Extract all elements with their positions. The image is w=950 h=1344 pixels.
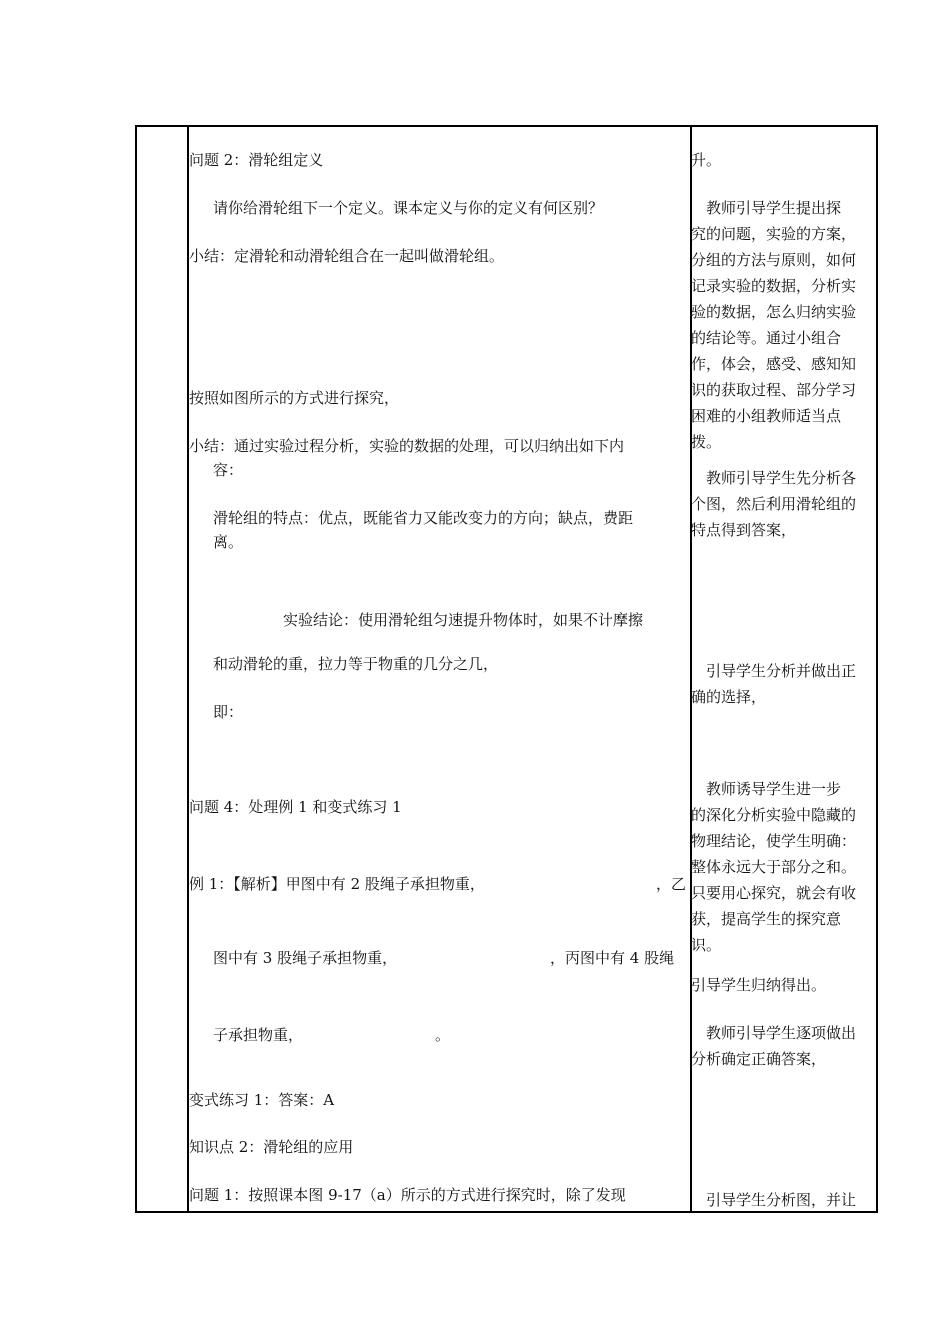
example1-line3: 子承担物重， xyxy=(213,1026,304,1044)
example1-line3-end: 。 xyxy=(435,1026,451,1044)
example1-line1-end: ，乙 xyxy=(656,875,687,893)
q2-title: 问题 2：滑轮组定义 xyxy=(189,151,324,169)
q2-prompt: 请你给滑轮组下一个定义。课本定义与你的定义有何区别？ xyxy=(213,199,604,217)
right-para-2: 教师引导学生先分析各 个图，然后利用滑轮组的 特点得到答案， xyxy=(691,469,857,539)
conclusion-line2: 和动滑轮的重，拉力等于物重的几分之几， xyxy=(213,655,499,673)
summary-analysis-line1: 小结：通过实验过程分析，实验的数据的处理，可以归纳出如下内 xyxy=(189,437,625,455)
summary-analysis-line2: 容： xyxy=(213,461,244,479)
knowledge-point-2: 知识点 2：滑轮组的应用 xyxy=(189,1138,354,1156)
example1-line2: 图中有 3 股绳子承担物重， xyxy=(213,949,398,967)
features-line1: 滑轮组的特点：优点，既能省力又能改变力的方向；缺点，费距 xyxy=(213,509,634,527)
variant-exercise: 变式练习 1：答案：A xyxy=(189,1091,335,1109)
explore-instruction: 按照如图所示的方式进行探究， xyxy=(189,389,400,407)
right-para-4: 教师诱导学生进一步 的深化分析实验中隐藏的 物理结论，使学生明确： 整体永远大于部分之和。 只要用心探究，就会有收 获，提高学生的探究意 识。 xyxy=(691,780,857,954)
column-divider-1 xyxy=(187,127,189,1211)
example1-line1: 例 1：【解析】甲图中有 2 股绳子承担物重， xyxy=(189,875,485,893)
features-line2: 离。 xyxy=(213,533,244,551)
example1-line2-end: ，丙图中有 4 股绳 xyxy=(550,949,675,967)
right-para-5: 引导学生归纳得出。 xyxy=(691,976,827,994)
q4-title: 问题 4：处理例 1 和变式练习 1 xyxy=(189,798,402,816)
conclusion-ji: 即： xyxy=(213,703,244,721)
right-para-1: 教师引导学生提出探 究的问题，实验的方案， 分组的方法与原则，如何 记录实验的数据，分析实 验的数据，怎么归纳实验 的结论等。通过小组合 作，体会，感受、感知知 识的获取过程、部分学习 困难的小组教师适当点 拨。 xyxy=(691,199,857,451)
summary-definition: 小结：定滑轮和动滑轮组合在一起叫做滑轮组。 xyxy=(189,247,505,265)
right-para-6: 教师引导学生逐项做出 分析确定正确答案， xyxy=(691,1024,857,1068)
right-para-3: 引导学生分析并做出正 确的选择， xyxy=(691,662,857,706)
conclusion-line1: 实验结论：使用滑轮组匀速提升物体时，如果不计摩擦 xyxy=(283,611,644,629)
right-para-7: 引导学生分析图，并让 xyxy=(691,1191,857,1209)
right-r0: 升。 xyxy=(691,151,722,169)
q1-line: 问题 1：按照课本图 9-17（a）所示的方式进行探究时，除了发现 xyxy=(189,1186,626,1204)
